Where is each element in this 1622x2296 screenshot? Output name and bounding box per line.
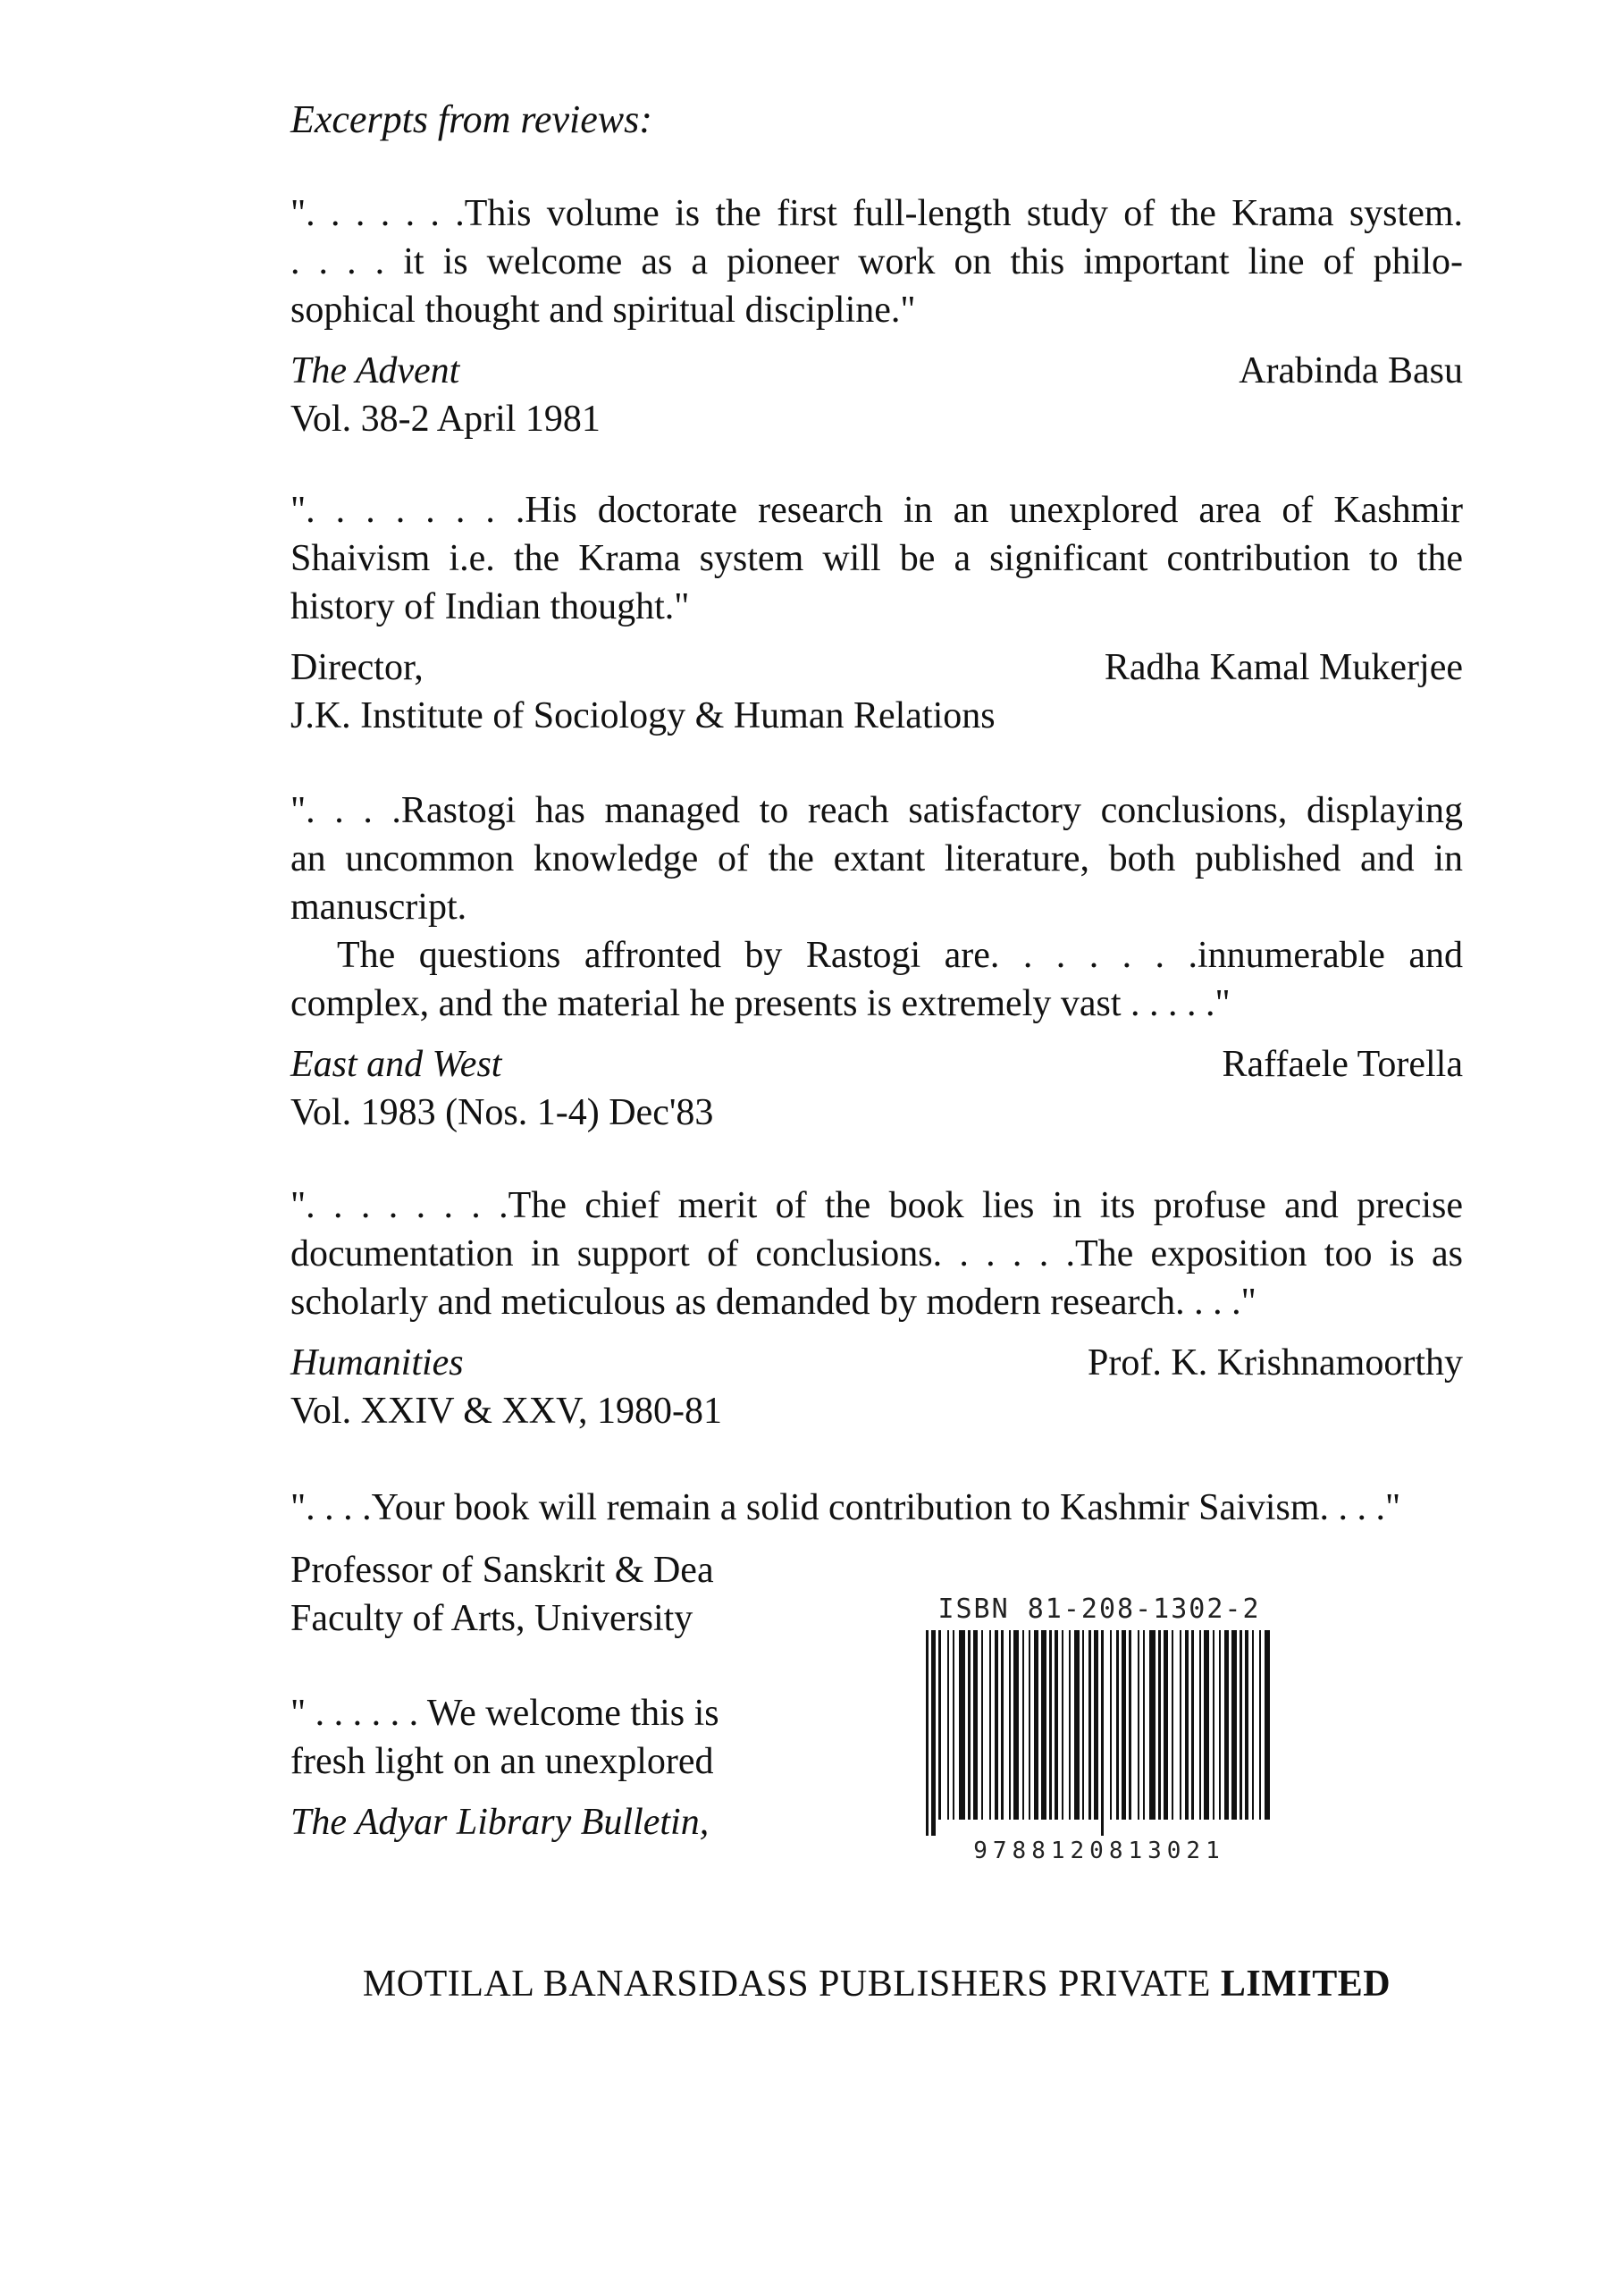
quote-line: ". . . .Rastogi has managed to reach satisfactory conclusions, displaying bbox=[290, 790, 1463, 831]
barcode-bar bbox=[1245, 1630, 1248, 1820]
barcode-bar bbox=[1009, 1630, 1011, 1820]
reviewer-name: Radha Kamal Mukerjee bbox=[1104, 647, 1463, 688]
barcode-bar bbox=[953, 1630, 954, 1820]
review-humanities bbox=[290, 1182, 1463, 1435]
quote-line: history of Indian thought." bbox=[290, 586, 690, 627]
isbn-number: ISBN 81-208-1302-2 bbox=[937, 1594, 1261, 1625]
quote-line: an uncommon knowledge of the extant literature, both published and in bbox=[290, 838, 1463, 879]
barcode-bar bbox=[1149, 1630, 1156, 1820]
short-quote-attribution bbox=[290, 1546, 791, 1643]
review-source: The Adyar Library Bulletin, bbox=[290, 1802, 710, 1843]
review-details: Vol. XXIV & XXV, 1980-81 bbox=[290, 1391, 723, 1432]
barcode-bar bbox=[1088, 1630, 1091, 1820]
quote-line: ". . . . . . .This volume is the first full-length study of the Krama system. bbox=[290, 193, 1463, 234]
barcode-bar bbox=[1001, 1630, 1004, 1820]
barcode-bar bbox=[1101, 1630, 1104, 1836]
review-citation bbox=[290, 643, 1463, 692]
publisher-main: MOTILAL BANARSIDASS PUBLISHERS PRIVATE bbox=[362, 1964, 1211, 2005]
barcode-bar bbox=[1074, 1630, 1080, 1820]
barcode-image bbox=[920, 1630, 1278, 1836]
barcode-bar bbox=[947, 1630, 949, 1820]
barcode-bar bbox=[1259, 1630, 1261, 1820]
quote-line: documentation in support of conclusions. . . . . .The exposition too is as bbox=[290, 1233, 1463, 1274]
barcode-bar bbox=[995, 1630, 998, 1820]
barcode-bar bbox=[1022, 1630, 1024, 1820]
review-advent bbox=[290, 189, 1463, 443]
barcode-bar bbox=[981, 1630, 983, 1820]
barcode-bar bbox=[973, 1630, 978, 1820]
review-details: Vol. 1983 (Nos. 1-4) Dec'83 bbox=[290, 1092, 714, 1133]
barcode-bar bbox=[1204, 1630, 1209, 1820]
quote-line: " . . . . . . We welcome this is bbox=[290, 1693, 719, 1734]
barcode-bar bbox=[1180, 1630, 1181, 1820]
barcode-bar bbox=[1191, 1630, 1194, 1820]
barcode-bar bbox=[1138, 1630, 1139, 1820]
quote-line: fresh light on an unexplored bbox=[290, 1741, 714, 1782]
review-director bbox=[290, 486, 1463, 740]
barcode-bar bbox=[1185, 1630, 1189, 1820]
quote-line: ". . . . . . . .The chief merit of the book lies in its profuse and precise bbox=[290, 1185, 1463, 1226]
quote-line: . . . . it is welcome as a pioneer work on this important line of philo- bbox=[290, 241, 1463, 282]
barcode-bar bbox=[968, 1630, 971, 1820]
barcode-bar bbox=[959, 1630, 965, 1820]
barcode-bar bbox=[989, 1630, 991, 1820]
barcode-bar bbox=[1055, 1630, 1058, 1820]
barcode-digits: 9788120813021 bbox=[973, 1838, 1225, 1864]
barcode-bar bbox=[1231, 1630, 1237, 1820]
reviewer-name: Raffaele Torella bbox=[1222, 1044, 1463, 1085]
review-quote bbox=[290, 189, 1463, 334]
review-east-west bbox=[290, 786, 1463, 1137]
barcode-bar bbox=[1143, 1630, 1145, 1820]
barcode-bar bbox=[938, 1630, 941, 1820]
barcode-bar bbox=[1122, 1630, 1126, 1820]
barcode-bar bbox=[931, 1630, 936, 1836]
barcode-bar bbox=[1164, 1630, 1168, 1820]
quote-line: The questions affronted by Rastogi are. . . . . . .innumerable and bbox=[337, 935, 1463, 976]
reviews-heading: Excerpts from reviews: bbox=[290, 97, 652, 141]
publisher-name bbox=[290, 1963, 1463, 2006]
review-citation bbox=[290, 1040, 1463, 1089]
quote-line: scholarly and meticulous as demanded by modern research. . . ." bbox=[290, 1282, 1256, 1323]
isbn-barcode bbox=[898, 1594, 1300, 1864]
review-quote bbox=[290, 1484, 1463, 1532]
reviewer-name: Prof. K. Krishnamoorthy bbox=[1088, 1342, 1463, 1383]
review-citation bbox=[290, 1339, 1463, 1387]
review-source: Humanities bbox=[290, 1342, 464, 1383]
quote-line: ". . . . . . . .His doctorate research in an unexplored area of Kashmir bbox=[290, 490, 1463, 531]
attribution-line: Faculty of Arts, University bbox=[290, 1598, 693, 1639]
review-source: Director, bbox=[290, 647, 424, 688]
reviewer-name: Arabinda Basu bbox=[1239, 350, 1463, 391]
quote-line: ". . . .Your book will remain a solid contribution to Kashmir Saivism. . . ." bbox=[290, 1487, 1401, 1528]
review-source: East and West bbox=[290, 1044, 502, 1085]
barcode-bar bbox=[1062, 1630, 1063, 1820]
review-short bbox=[290, 1484, 1463, 1532]
barcode-bar bbox=[1094, 1630, 1098, 1820]
review-details: J.K. Institute of Sociology & Human Relations bbox=[290, 695, 996, 736]
quote-line: sophical thought and spiritual discipline." bbox=[290, 290, 916, 331]
publisher-limited: LIMITED bbox=[1220, 1964, 1391, 2005]
barcode-bar bbox=[1129, 1630, 1131, 1820]
review-quote bbox=[290, 1182, 1463, 1326]
barcode-bar bbox=[1219, 1630, 1221, 1820]
barcode-bar bbox=[1213, 1630, 1214, 1820]
attribution-line: Professor of Sanskrit & Dea bbox=[290, 1550, 714, 1591]
quote-line: Shaivism i.e. the Krama system will be a significant contribution to the bbox=[290, 538, 1463, 579]
barcode-bar bbox=[1069, 1630, 1071, 1820]
review-adyar bbox=[290, 1689, 791, 1846]
barcode-bar bbox=[1041, 1630, 1046, 1820]
barcode-bar bbox=[1116, 1630, 1119, 1820]
barcode-bar bbox=[1265, 1630, 1270, 1820]
barcode-bar bbox=[1240, 1630, 1242, 1820]
quote-line: manuscript. bbox=[290, 887, 467, 928]
review-quote bbox=[290, 486, 1463, 631]
review-citation bbox=[290, 347, 1463, 395]
barcode-bar bbox=[1029, 1630, 1030, 1820]
barcode-bar bbox=[1224, 1630, 1229, 1820]
barcode-bar bbox=[1158, 1630, 1161, 1820]
barcode-bar bbox=[1172, 1630, 1173, 1820]
barcode-bar bbox=[1199, 1630, 1201, 1820]
review-quote bbox=[290, 786, 1463, 1028]
barcode-bar bbox=[1082, 1630, 1084, 1820]
quote-line: complex, and the material he presents is extremely vast . . . . ." bbox=[290, 983, 1231, 1024]
review-details: Vol. 38-2 April 1981 bbox=[290, 399, 601, 440]
review-source: The Advent bbox=[290, 350, 460, 391]
barcode-bar bbox=[1013, 1630, 1019, 1820]
barcode-bar bbox=[1049, 1630, 1052, 1820]
barcode-bar bbox=[1252, 1630, 1254, 1820]
barcode-bar bbox=[1110, 1630, 1112, 1820]
barcode-bar bbox=[1034, 1630, 1038, 1820]
barcode-bar bbox=[926, 1630, 929, 1836]
